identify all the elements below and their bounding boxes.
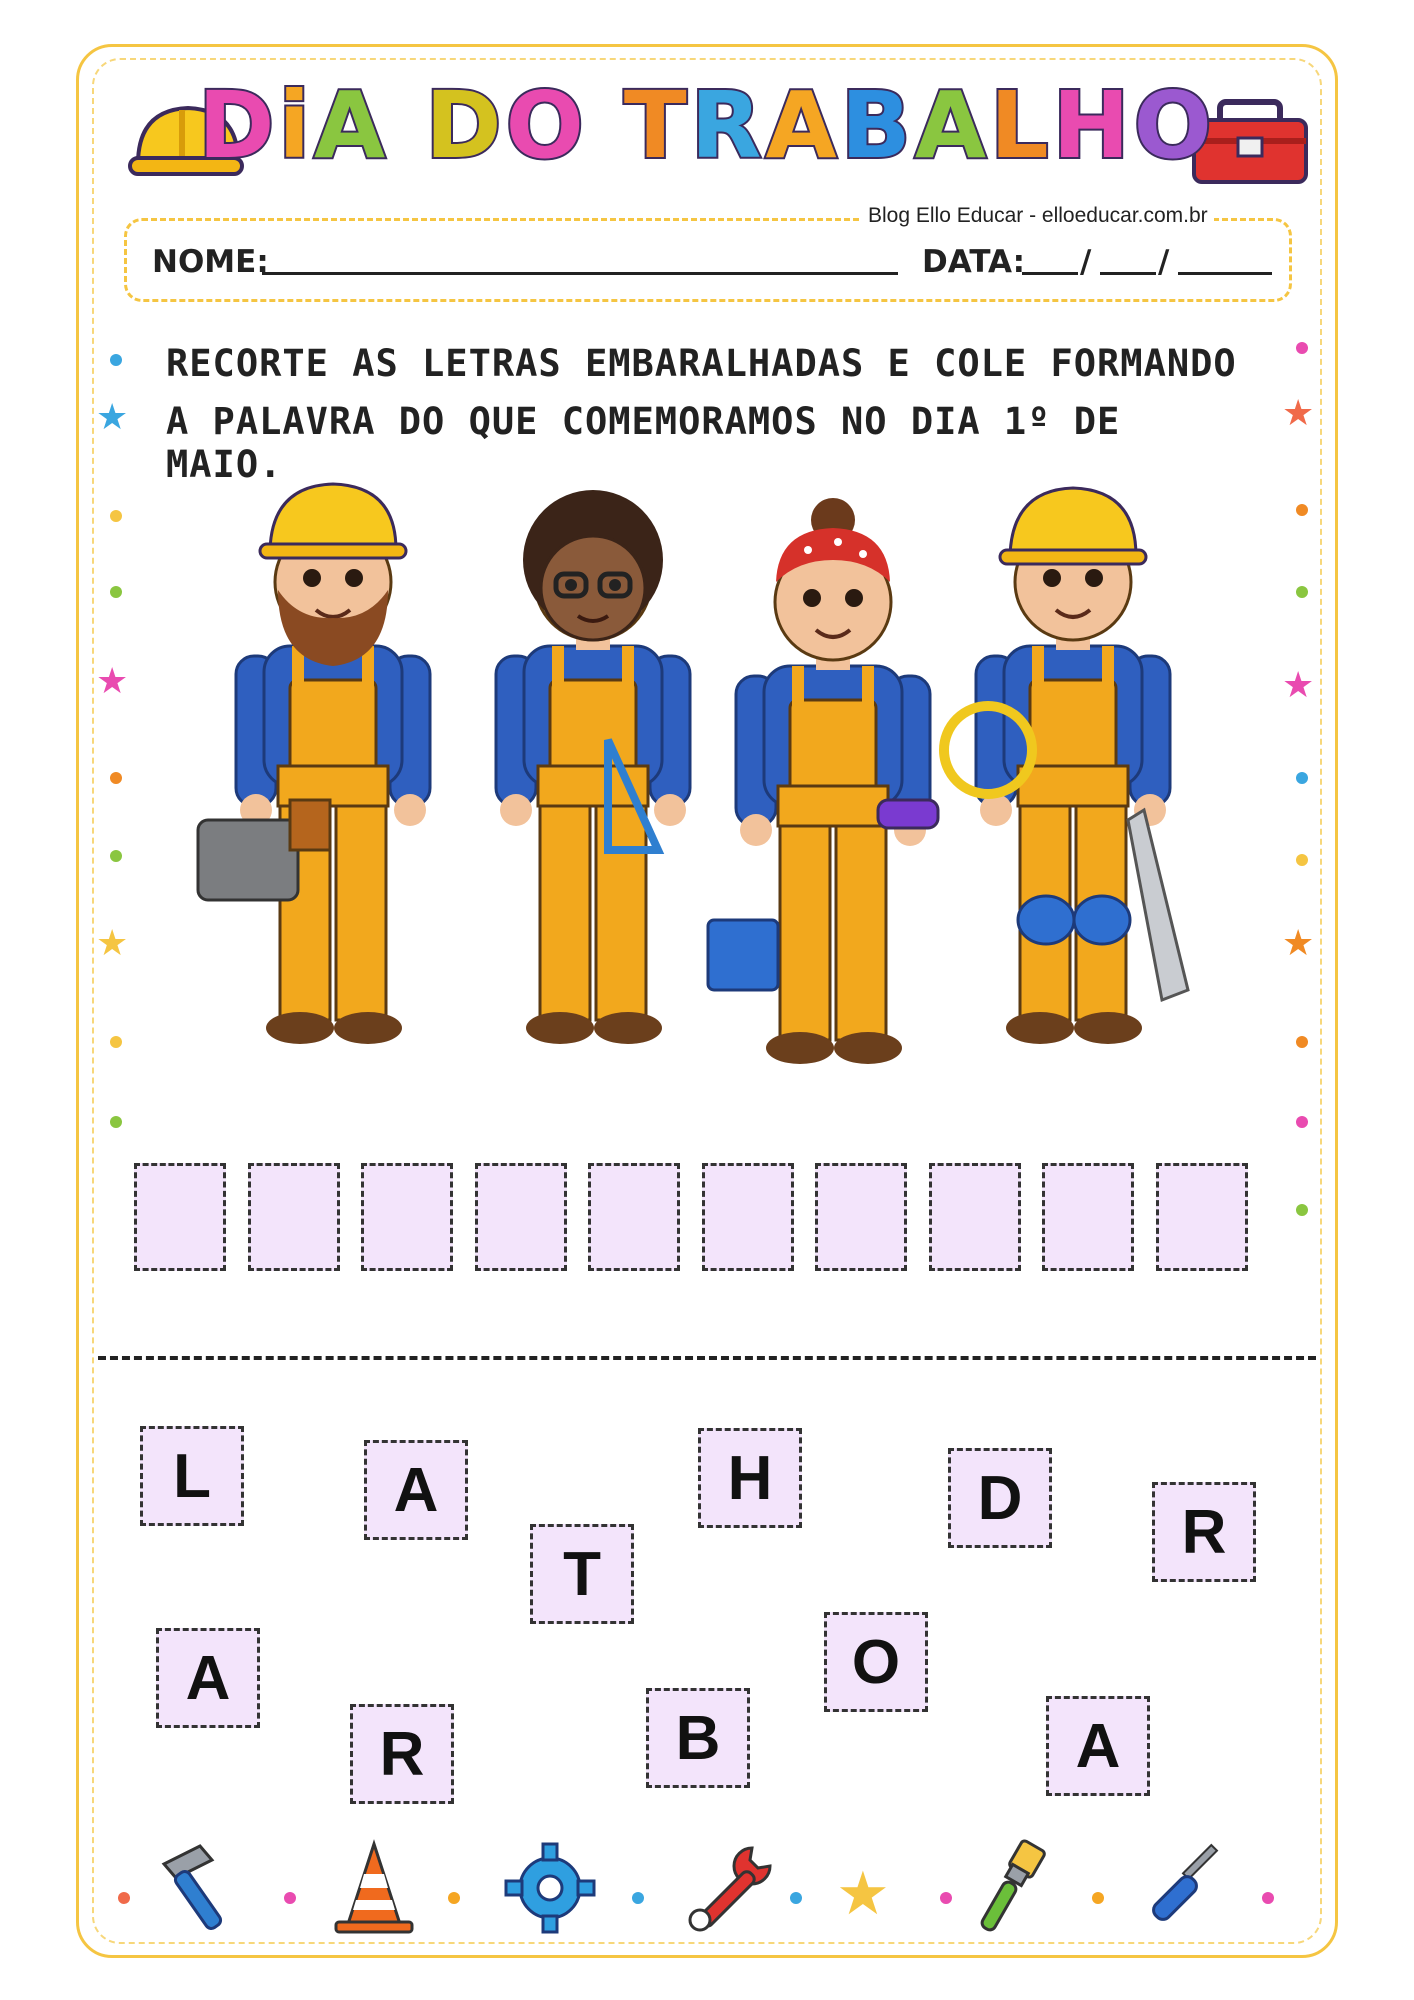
decor-dot xyxy=(1296,1116,1308,1128)
date-label: DATA: xyxy=(922,244,1026,280)
title-letter: H xyxy=(1052,72,1134,179)
letter-tile[interactable]: R xyxy=(350,1704,454,1804)
answer-box[interactable] xyxy=(702,1163,794,1271)
answer-box[interactable] xyxy=(1156,1163,1248,1271)
decor-dot xyxy=(110,586,122,598)
decor-dot xyxy=(110,1116,122,1128)
star-icon: ★ xyxy=(1282,923,1315,964)
answer-box[interactable] xyxy=(815,1163,907,1271)
decor-dot xyxy=(632,1892,644,1904)
decor-dot xyxy=(118,1892,130,1904)
decor-dot xyxy=(448,1892,460,1904)
answer-box[interactable] xyxy=(361,1163,453,1271)
letter-tile[interactable]: H xyxy=(698,1428,802,1528)
paintbrush-icon xyxy=(964,1838,1064,1938)
cut-line xyxy=(98,1356,1316,1360)
decor-dot xyxy=(1296,854,1308,866)
decor-dot xyxy=(940,1892,952,1904)
title-letter: D xyxy=(425,72,506,179)
title-letter: T xyxy=(623,72,691,179)
decor-dot xyxy=(1296,586,1308,598)
answer-box[interactable] xyxy=(248,1163,340,1271)
letter-tile[interactable]: A xyxy=(156,1628,260,1728)
answer-box[interactable] xyxy=(134,1163,226,1271)
letter-tile[interactable]: L xyxy=(140,1426,244,1526)
decor-dot xyxy=(1296,1204,1308,1216)
star-icon: ★ xyxy=(1282,665,1315,706)
title-letter: A xyxy=(765,72,841,179)
decor-dot xyxy=(1262,1892,1274,1904)
workers-illustration xyxy=(188,470,1228,1096)
date-year-field[interactable] xyxy=(1178,272,1272,275)
answer-box[interactable] xyxy=(1042,1163,1134,1271)
instruction-line-1: RECORTE AS LETRAS EMBARALHADAS E COLE FORMANDO xyxy=(166,342,1237,385)
decor-dot xyxy=(110,1036,122,1048)
title-letter: D xyxy=(198,72,279,179)
decor-dot xyxy=(1092,1892,1104,1904)
date-day-field[interactable] xyxy=(1022,272,1078,275)
star-icon: ★ xyxy=(96,923,129,964)
letter-tile[interactable]: A xyxy=(1046,1696,1150,1796)
answer-box[interactable] xyxy=(588,1163,680,1271)
decor-dot xyxy=(110,354,122,366)
page-title xyxy=(0,72,1414,179)
screwdriver-icon xyxy=(1138,1838,1238,1938)
name-date-box xyxy=(124,218,1292,302)
decor-dot xyxy=(1296,772,1308,784)
star-icon: ★ xyxy=(1282,393,1315,434)
decor-dot xyxy=(284,1892,296,1904)
title-letter: i xyxy=(278,72,315,179)
decor-dot xyxy=(790,1892,802,1904)
traffic-cone-icon xyxy=(324,1838,424,1938)
decor-dot xyxy=(110,772,122,784)
title-letter: A xyxy=(914,72,991,179)
letter-tile[interactable]: R xyxy=(1152,1482,1256,1582)
answer-box[interactable] xyxy=(929,1163,1021,1271)
title-letter xyxy=(389,72,425,179)
wrench-icon xyxy=(680,1838,780,1938)
date-separator: / xyxy=(1158,244,1170,280)
hammer-icon xyxy=(150,1838,250,1938)
decor-dot xyxy=(110,850,122,862)
instruction-line-2: A PALAVRA DO QUE COMEMORAMOS NO DIA 1º DE MAIO. xyxy=(166,400,1121,486)
name-label: NOME: xyxy=(152,244,269,280)
title-letter: O xyxy=(505,72,588,179)
letter-tile[interactable]: B xyxy=(646,1688,750,1788)
star-icon: ★ xyxy=(96,661,129,702)
letter-tile[interactable]: A xyxy=(364,1440,468,1540)
decor-dot xyxy=(1296,342,1308,354)
letter-tile[interactable]: O xyxy=(824,1612,928,1712)
title-letter: L xyxy=(990,72,1053,179)
title-letter: B xyxy=(840,72,915,179)
title-letter: A xyxy=(314,72,390,179)
blog-credit: Blog Ello Educar - elloeducar.com.br xyxy=(862,204,1214,228)
letter-tile[interactable]: T xyxy=(530,1524,634,1624)
star-icon: ★ xyxy=(836,1859,890,1929)
decor-dot xyxy=(1296,1036,1308,1048)
date-month-field[interactable] xyxy=(1100,272,1156,275)
answer-box[interactable] xyxy=(475,1163,567,1271)
gear-icon xyxy=(500,1838,600,1938)
title-letter: O xyxy=(1133,72,1216,179)
title-letter xyxy=(588,72,624,179)
decor-dot xyxy=(1296,504,1308,516)
name-field[interactable] xyxy=(262,272,898,275)
title-letter: R xyxy=(690,72,766,179)
letter-tile[interactable]: D xyxy=(948,1448,1052,1548)
date-separator: / xyxy=(1080,244,1092,280)
star-icon: ★ xyxy=(96,397,129,438)
decor-dot xyxy=(110,510,122,522)
